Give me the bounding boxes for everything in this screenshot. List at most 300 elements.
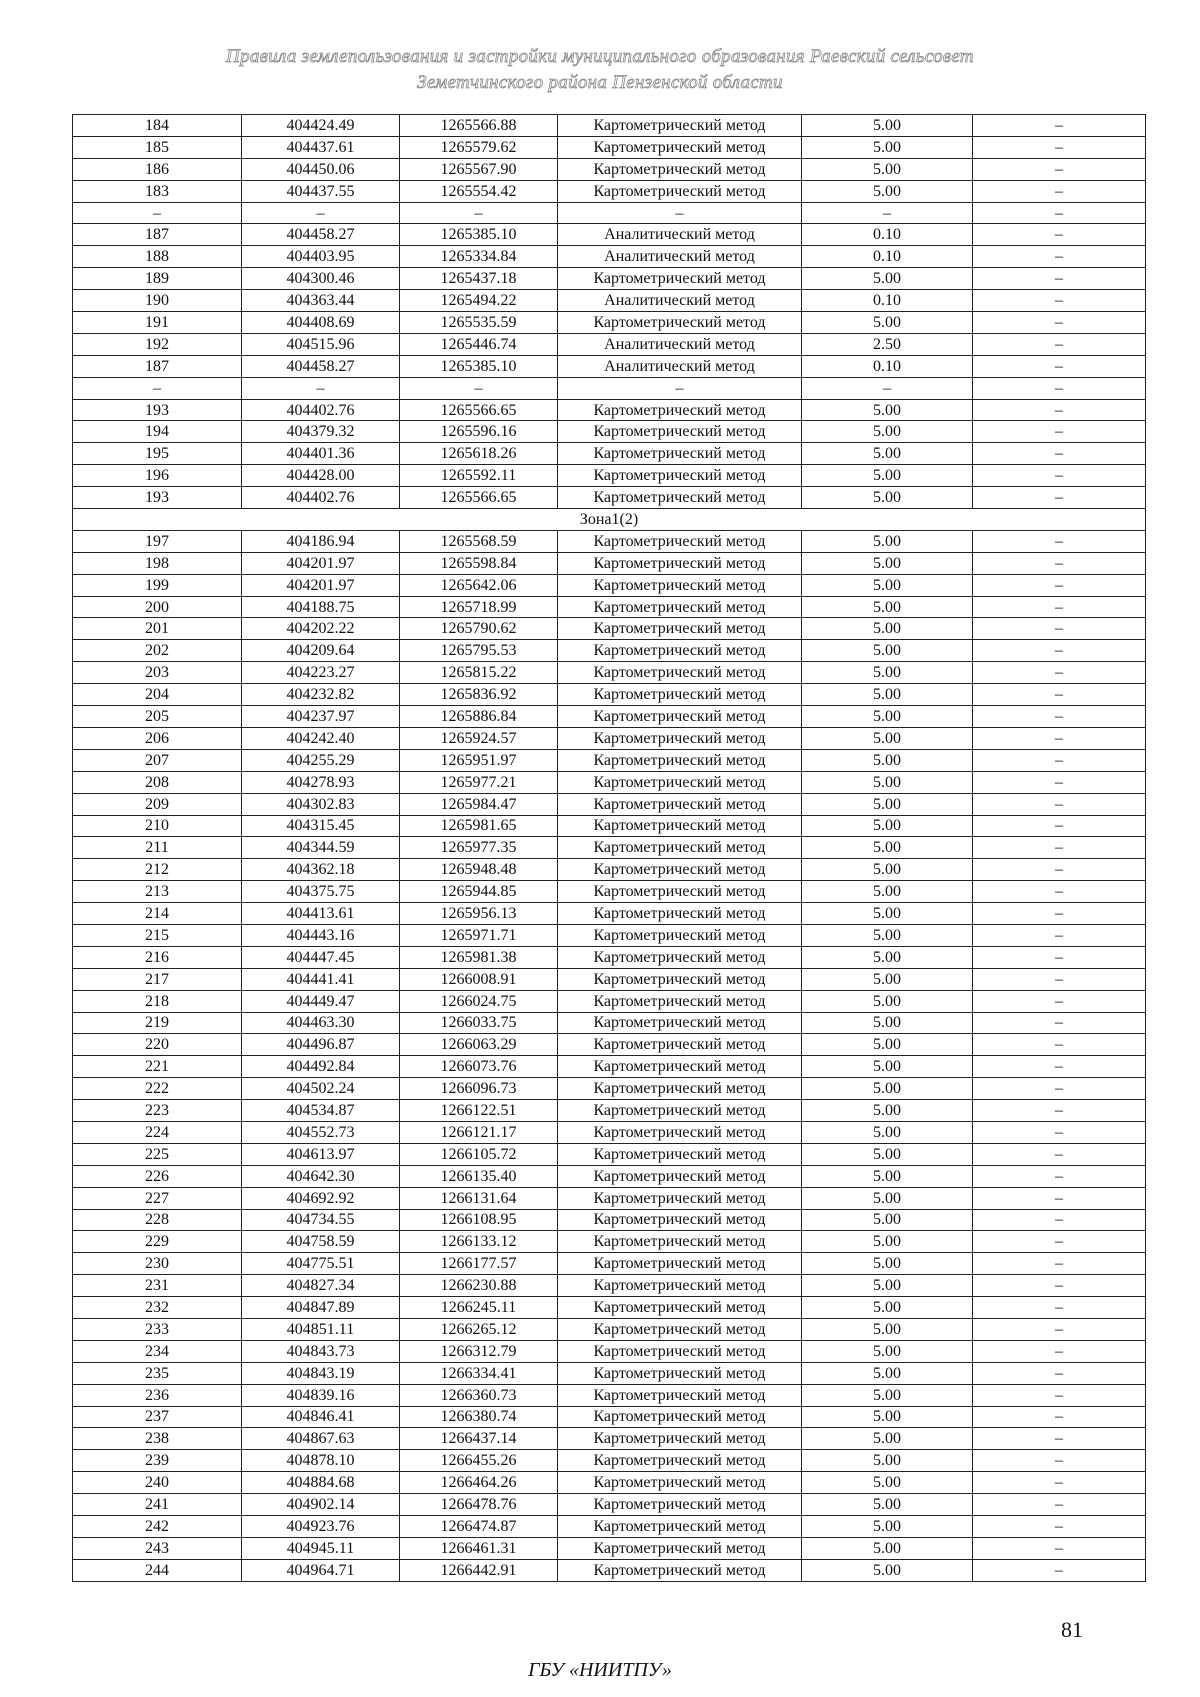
note-cell: – xyxy=(973,421,1146,443)
method-cell: Картометрический метод xyxy=(558,1231,802,1253)
page-number: 81 xyxy=(1061,1617,1083,1642)
accuracy-cell: 5.00 xyxy=(802,924,973,946)
y-coordinate-cell: 1266474.87 xyxy=(400,1516,558,1538)
point-number-cell: 191 xyxy=(73,312,242,334)
x-coordinate-cell: 404402.76 xyxy=(242,399,400,421)
y-coordinate-cell: 1265535.59 xyxy=(400,312,558,334)
method-cell: Картометрический метод xyxy=(558,1209,802,1231)
method-cell: Картометрический метод xyxy=(558,946,802,968)
note-cell: – xyxy=(973,268,1146,290)
y-coordinate-cell: 1266108.95 xyxy=(400,1209,558,1231)
x-coordinate-cell: 404502.24 xyxy=(242,1078,400,1100)
note-cell: – xyxy=(973,443,1146,465)
table-row xyxy=(73,202,1146,224)
x-coordinate-cell: 404839.16 xyxy=(242,1384,400,1406)
y-coordinate-cell: 1265984.47 xyxy=(400,793,558,815)
note-cell: – xyxy=(973,684,1146,706)
accuracy-cell: 5.00 xyxy=(802,1078,973,1100)
point-number-cell: 186 xyxy=(73,158,242,180)
table-row xyxy=(73,968,1146,990)
table-row xyxy=(73,706,1146,728)
coordinates-table xyxy=(72,114,1146,1582)
point-number-cell: 209 xyxy=(73,793,242,815)
table-row xyxy=(73,1428,1146,1450)
method-cell: Картометрический метод xyxy=(558,618,802,640)
note-cell: – xyxy=(973,1253,1146,1275)
y-coordinate-cell: 1266265.12 xyxy=(400,1318,558,1340)
point-number-cell: 215 xyxy=(73,924,242,946)
table-row xyxy=(73,487,1146,509)
method-cell: Картометрический метод xyxy=(558,180,802,202)
accuracy-cell: 5.00 xyxy=(802,158,973,180)
method-cell: Картометрический метод xyxy=(558,968,802,990)
table-row xyxy=(73,1165,1146,1187)
method-cell: Картометрический метод xyxy=(558,640,802,662)
point-number-cell: 224 xyxy=(73,1121,242,1143)
note-cell: – xyxy=(973,1384,1146,1406)
accuracy-cell: 5.00 xyxy=(802,1494,973,1516)
note-cell: – xyxy=(973,640,1146,662)
y-coordinate-cell: 1266245.11 xyxy=(400,1297,558,1319)
y-coordinate-cell: 1266122.51 xyxy=(400,1100,558,1122)
accuracy-cell: – xyxy=(802,377,973,399)
point-number-cell: 233 xyxy=(73,1318,242,1340)
point-number-cell: 198 xyxy=(73,552,242,574)
y-coordinate-cell: 1266230.88 xyxy=(400,1275,558,1297)
table-row xyxy=(73,924,1146,946)
table-row xyxy=(73,333,1146,355)
table-row xyxy=(73,727,1146,749)
method-cell: Картометрический метод xyxy=(558,1275,802,1297)
accuracy-cell: 5.00 xyxy=(802,771,973,793)
method-cell: Картометрический метод xyxy=(558,1340,802,1362)
x-coordinate-cell: 404964.71 xyxy=(242,1559,400,1581)
method-cell: Картометрический метод xyxy=(558,1494,802,1516)
x-coordinate-cell: 404202.22 xyxy=(242,618,400,640)
y-coordinate-cell: 1265977.35 xyxy=(400,837,558,859)
method-cell: Картометрический метод xyxy=(558,706,802,728)
note-cell: – xyxy=(973,180,1146,202)
accuracy-cell: 5.00 xyxy=(802,268,973,290)
x-coordinate-cell: 404232.82 xyxy=(242,684,400,706)
method-cell: Картометрический метод xyxy=(558,312,802,334)
note-cell: – xyxy=(973,1078,1146,1100)
note-cell: – xyxy=(973,552,1146,574)
accuracy-cell: 5.00 xyxy=(802,487,973,509)
table-row xyxy=(73,837,1146,859)
method-cell: Картометрический метод xyxy=(558,727,802,749)
accuracy-cell: 5.00 xyxy=(802,1384,973,1406)
x-coordinate-cell: 404255.29 xyxy=(242,749,400,771)
point-number-cell: 185 xyxy=(73,136,242,158)
accuracy-cell: 5.00 xyxy=(802,399,973,421)
note-cell: – xyxy=(973,1209,1146,1231)
x-coordinate-cell: 404843.19 xyxy=(242,1362,400,1384)
point-number-cell: 205 xyxy=(73,706,242,728)
point-number-cell: 206 xyxy=(73,727,242,749)
note-cell: – xyxy=(973,530,1146,552)
table-row xyxy=(73,1537,1146,1559)
method-cell: Аналитический метод xyxy=(558,224,802,246)
note-cell: – xyxy=(973,837,1146,859)
table-row xyxy=(73,530,1146,552)
x-coordinate-cell: 404843.73 xyxy=(242,1340,400,1362)
accuracy-cell: 5.00 xyxy=(802,574,973,596)
table-row xyxy=(73,1253,1146,1275)
method-cell: Картометрический метод xyxy=(558,881,802,903)
note-cell: – xyxy=(973,1143,1146,1165)
y-coordinate-cell: 1266131.64 xyxy=(400,1187,558,1209)
note-cell: – xyxy=(973,968,1146,990)
table-row xyxy=(73,1231,1146,1253)
point-number-cell: 237 xyxy=(73,1406,242,1428)
y-coordinate-cell: 1265566.65 xyxy=(400,487,558,509)
point-number-cell: 226 xyxy=(73,1165,242,1187)
method-cell: Аналитический метод xyxy=(558,355,802,377)
y-coordinate-cell: 1266133.12 xyxy=(400,1231,558,1253)
point-number-cell: 236 xyxy=(73,1384,242,1406)
zone-row xyxy=(73,509,1146,531)
accuracy-cell: 2.50 xyxy=(802,333,973,355)
y-coordinate-cell: 1265596.16 xyxy=(400,421,558,443)
note-cell: – xyxy=(973,487,1146,509)
x-coordinate-cell: 404375.75 xyxy=(242,881,400,903)
accuracy-cell: 5.00 xyxy=(802,552,973,574)
note-cell: – xyxy=(973,706,1146,728)
note-cell: – xyxy=(973,1034,1146,1056)
y-coordinate-cell: 1265566.65 xyxy=(400,399,558,421)
table-row xyxy=(73,224,1146,246)
table-row xyxy=(73,115,1146,137)
x-coordinate-cell: 404515.96 xyxy=(242,333,400,355)
table-row xyxy=(73,136,1146,158)
table-row xyxy=(73,1078,1146,1100)
x-coordinate-cell: 404437.55 xyxy=(242,180,400,202)
point-number-cell: 222 xyxy=(73,1078,242,1100)
y-coordinate-cell: 1265567.90 xyxy=(400,158,558,180)
table-row xyxy=(73,1143,1146,1165)
accuracy-cell: 5.00 xyxy=(802,903,973,925)
accuracy-cell: 0.10 xyxy=(802,224,973,246)
point-number-cell: 232 xyxy=(73,1297,242,1319)
table-row xyxy=(73,1012,1146,1034)
accuracy-cell: 5.00 xyxy=(802,662,973,684)
table-row xyxy=(73,377,1146,399)
table-row xyxy=(73,1056,1146,1078)
accuracy-cell: 0.10 xyxy=(802,290,973,312)
method-cell: Картометрический метод xyxy=(558,1012,802,1034)
accuracy-cell: 5.00 xyxy=(802,1165,973,1187)
header-line-2: Земетчинского района Пензенской области xyxy=(417,72,783,93)
table-row xyxy=(73,771,1146,793)
y-coordinate-cell: 1266073.76 xyxy=(400,1056,558,1078)
note-cell: – xyxy=(973,377,1146,399)
point-number-cell: 200 xyxy=(73,596,242,618)
y-coordinate-cell: 1266455.26 xyxy=(400,1450,558,1472)
table-row xyxy=(73,662,1146,684)
method-cell: Картометрический метод xyxy=(558,990,802,1012)
note-cell: – xyxy=(973,1187,1146,1209)
x-coordinate-cell: 404379.32 xyxy=(242,421,400,443)
x-coordinate-cell: 404302.83 xyxy=(242,793,400,815)
method-cell: Картометрический метод xyxy=(558,837,802,859)
point-number-cell: 195 xyxy=(73,443,242,465)
x-coordinate-cell: 404492.84 xyxy=(242,1056,400,1078)
accuracy-cell: 5.00 xyxy=(802,443,973,465)
accuracy-cell: 5.00 xyxy=(802,640,973,662)
accuracy-cell: 5.00 xyxy=(802,968,973,990)
point-number-cell: 225 xyxy=(73,1143,242,1165)
method-cell: Картометрический метод xyxy=(558,1516,802,1538)
note-cell: – xyxy=(973,1428,1146,1450)
y-coordinate-cell: 1266033.75 xyxy=(400,1012,558,1034)
point-number-cell: 216 xyxy=(73,946,242,968)
table-row xyxy=(73,749,1146,771)
y-coordinate-cell: 1265579.62 xyxy=(400,136,558,158)
y-coordinate-cell: 1265592.11 xyxy=(400,465,558,487)
y-coordinate-cell: 1265924.57 xyxy=(400,727,558,749)
x-coordinate-cell: 404201.97 xyxy=(242,574,400,596)
table-row xyxy=(73,1297,1146,1319)
point-number-cell: 183 xyxy=(73,180,242,202)
point-number-cell: 197 xyxy=(73,530,242,552)
method-cell: Аналитический метод xyxy=(558,246,802,268)
table-row xyxy=(73,421,1146,443)
accuracy-cell: 5.00 xyxy=(802,421,973,443)
method-cell: Картометрический метод xyxy=(558,1100,802,1122)
note-cell: – xyxy=(973,1297,1146,1319)
table-row xyxy=(73,290,1146,312)
y-coordinate-cell: 1266135.40 xyxy=(400,1165,558,1187)
note-cell: – xyxy=(973,793,1146,815)
y-coordinate-cell: 1265977.21 xyxy=(400,771,558,793)
table-row xyxy=(73,1275,1146,1297)
point-number-cell: 220 xyxy=(73,1034,242,1056)
y-coordinate-cell: 1265554.42 xyxy=(400,180,558,202)
point-number-cell: 189 xyxy=(73,268,242,290)
point-number-cell: 207 xyxy=(73,749,242,771)
note-cell: – xyxy=(973,1318,1146,1340)
note-cell: – xyxy=(973,136,1146,158)
method-cell: Аналитический метод xyxy=(558,333,802,355)
table-row xyxy=(73,180,1146,202)
point-number-cell: 227 xyxy=(73,1187,242,1209)
y-coordinate-cell: 1265446.74 xyxy=(400,333,558,355)
method-cell: Картометрический метод xyxy=(558,487,802,509)
method-cell: – xyxy=(558,202,802,224)
table-row xyxy=(73,640,1146,662)
accuracy-cell: 5.00 xyxy=(802,1275,973,1297)
point-number-cell: 210 xyxy=(73,815,242,837)
x-coordinate-cell: 404458.27 xyxy=(242,224,400,246)
point-number-cell: 234 xyxy=(73,1340,242,1362)
note-cell: – xyxy=(973,574,1146,596)
point-number-cell: 194 xyxy=(73,421,242,443)
note-cell: – xyxy=(973,1406,1146,1428)
method-cell: Картометрический метод xyxy=(558,268,802,290)
accuracy-cell: 5.00 xyxy=(802,1187,973,1209)
method-cell: Картометрический метод xyxy=(558,1165,802,1187)
table-row xyxy=(73,1209,1146,1231)
x-coordinate-cell: 404300.46 xyxy=(242,268,400,290)
method-cell: Картометрический метод xyxy=(558,1559,802,1581)
header-line-1: Правила землепользования и застройки муниципального образования Раевский сельсовет xyxy=(226,46,974,67)
y-coordinate-cell: 1265790.62 xyxy=(400,618,558,640)
point-number-cell: 231 xyxy=(73,1275,242,1297)
y-coordinate-cell: 1265618.26 xyxy=(400,443,558,465)
table-row xyxy=(73,246,1146,268)
accuracy-cell: 5.00 xyxy=(802,1297,973,1319)
table-row xyxy=(73,1450,1146,1472)
table-row xyxy=(73,1340,1146,1362)
note-cell: – xyxy=(973,465,1146,487)
method-cell: Картометрический метод xyxy=(558,903,802,925)
y-coordinate-cell: 1266380.74 xyxy=(400,1406,558,1428)
point-number-cell: 193 xyxy=(73,399,242,421)
x-coordinate-cell: 404449.47 xyxy=(242,990,400,1012)
accuracy-cell: 5.00 xyxy=(802,706,973,728)
method-cell: Картометрический метод xyxy=(558,1428,802,1450)
accuracy-cell: 5.00 xyxy=(802,618,973,640)
point-number-cell: 240 xyxy=(73,1472,242,1494)
accuracy-cell: 5.00 xyxy=(802,1450,973,1472)
accuracy-cell: 5.00 xyxy=(802,946,973,968)
y-coordinate-cell: 1265598.84 xyxy=(400,552,558,574)
x-coordinate-cell: 404851.11 xyxy=(242,1318,400,1340)
page-footer: ГБУ «НИИТПУ» xyxy=(528,1659,672,1681)
table-row xyxy=(73,312,1146,334)
method-cell: Картометрический метод xyxy=(558,1406,802,1428)
y-coordinate-cell: 1266437.14 xyxy=(400,1428,558,1450)
x-coordinate-cell: 404402.76 xyxy=(242,487,400,509)
note-cell: – xyxy=(973,1275,1146,1297)
y-coordinate-cell: 1266024.75 xyxy=(400,990,558,1012)
y-coordinate-cell: 1265886.84 xyxy=(400,706,558,728)
table-row xyxy=(73,574,1146,596)
point-number-cell: 190 xyxy=(73,290,242,312)
note-cell: – xyxy=(973,771,1146,793)
accuracy-cell: 5.00 xyxy=(802,1231,973,1253)
table-row xyxy=(73,815,1146,837)
x-coordinate-cell: 404463.30 xyxy=(242,1012,400,1034)
point-number-cell: 243 xyxy=(73,1537,242,1559)
x-coordinate-cell: 404923.76 xyxy=(242,1516,400,1538)
x-coordinate-cell: 404458.27 xyxy=(242,355,400,377)
method-cell: – xyxy=(558,377,802,399)
x-coordinate-cell: 404278.93 xyxy=(242,771,400,793)
note-cell: – xyxy=(973,1559,1146,1581)
y-coordinate-cell: 1265385.10 xyxy=(400,224,558,246)
note-cell: – xyxy=(973,1340,1146,1362)
x-coordinate-cell: 404186.94 xyxy=(242,530,400,552)
method-cell: Картометрический метод xyxy=(558,684,802,706)
point-number-cell: 228 xyxy=(73,1209,242,1231)
x-coordinate-cell: 404428.00 xyxy=(242,465,400,487)
point-number-cell: – xyxy=(73,377,242,399)
table-row xyxy=(73,903,1146,925)
method-cell: Аналитический метод xyxy=(558,290,802,312)
point-number-cell: 184 xyxy=(73,115,242,137)
table-row xyxy=(73,1318,1146,1340)
accuracy-cell: 5.00 xyxy=(802,1428,973,1450)
accuracy-cell: 5.00 xyxy=(802,1100,973,1122)
point-number-cell: 192 xyxy=(73,333,242,355)
table-row xyxy=(73,618,1146,640)
accuracy-cell: 5.00 xyxy=(802,1362,973,1384)
x-coordinate-cell: 404223.27 xyxy=(242,662,400,684)
x-coordinate-cell: 404403.95 xyxy=(242,246,400,268)
note-cell: – xyxy=(973,859,1146,881)
x-coordinate-cell: – xyxy=(242,377,400,399)
x-coordinate-cell: 404552.73 xyxy=(242,1121,400,1143)
note-cell: – xyxy=(973,202,1146,224)
point-number-cell: 214 xyxy=(73,903,242,925)
method-cell: Картометрический метод xyxy=(558,530,802,552)
point-number-cell: 203 xyxy=(73,662,242,684)
point-number-cell: 229 xyxy=(73,1231,242,1253)
point-number-cell: 239 xyxy=(73,1450,242,1472)
x-coordinate-cell: 404209.64 xyxy=(242,640,400,662)
method-cell: Картометрический метод xyxy=(558,1537,802,1559)
y-coordinate-cell: 1266464.26 xyxy=(400,1472,558,1494)
note-cell: – xyxy=(973,224,1146,246)
method-cell: Картометрический метод xyxy=(558,1297,802,1319)
x-coordinate-cell: 404642.30 xyxy=(242,1165,400,1187)
note-cell: – xyxy=(973,618,1146,640)
point-number-cell: 235 xyxy=(73,1362,242,1384)
accuracy-cell: 5.00 xyxy=(802,1121,973,1143)
x-coordinate-cell: 404847.89 xyxy=(242,1297,400,1319)
method-cell: Картометрический метод xyxy=(558,771,802,793)
table-row xyxy=(73,1121,1146,1143)
note-cell: – xyxy=(973,115,1146,137)
point-number-cell: 213 xyxy=(73,881,242,903)
x-coordinate-cell: 404344.59 xyxy=(242,837,400,859)
note-cell: – xyxy=(973,158,1146,180)
coordinates-table-body xyxy=(73,115,1146,1582)
table-row xyxy=(73,793,1146,815)
point-number-cell: 193 xyxy=(73,487,242,509)
table-row xyxy=(73,1384,1146,1406)
y-coordinate-cell: 1266360.73 xyxy=(400,1384,558,1406)
note-cell: – xyxy=(973,903,1146,925)
y-coordinate-cell: 1265815.22 xyxy=(400,662,558,684)
accuracy-cell: 5.00 xyxy=(802,1056,973,1078)
method-cell: Картометрический метод xyxy=(558,158,802,180)
note-cell: – xyxy=(973,1012,1146,1034)
accuracy-cell: 5.00 xyxy=(802,815,973,837)
accuracy-cell: 5.00 xyxy=(802,180,973,202)
accuracy-cell: 5.00 xyxy=(802,1559,973,1581)
accuracy-cell: 5.00 xyxy=(802,1034,973,1056)
accuracy-cell: 5.00 xyxy=(802,1340,973,1362)
accuracy-cell: 5.00 xyxy=(802,793,973,815)
method-cell: Картометрический метод xyxy=(558,1187,802,1209)
point-number-cell: 188 xyxy=(73,246,242,268)
y-coordinate-cell: 1266461.31 xyxy=(400,1537,558,1559)
table-row xyxy=(73,684,1146,706)
point-number-cell: 187 xyxy=(73,224,242,246)
accuracy-cell: 5.00 xyxy=(802,1012,973,1034)
y-coordinate-cell: 1266334.41 xyxy=(400,1362,558,1384)
y-coordinate-cell: 1266312.79 xyxy=(400,1340,558,1362)
accuracy-cell: 5.00 xyxy=(802,1516,973,1538)
point-number-cell: 202 xyxy=(73,640,242,662)
accuracy-cell: 5.00 xyxy=(802,727,973,749)
y-coordinate-cell: 1266177.57 xyxy=(400,1253,558,1275)
method-cell: Картометрический метод xyxy=(558,399,802,421)
y-coordinate-cell: 1265944.85 xyxy=(400,881,558,903)
